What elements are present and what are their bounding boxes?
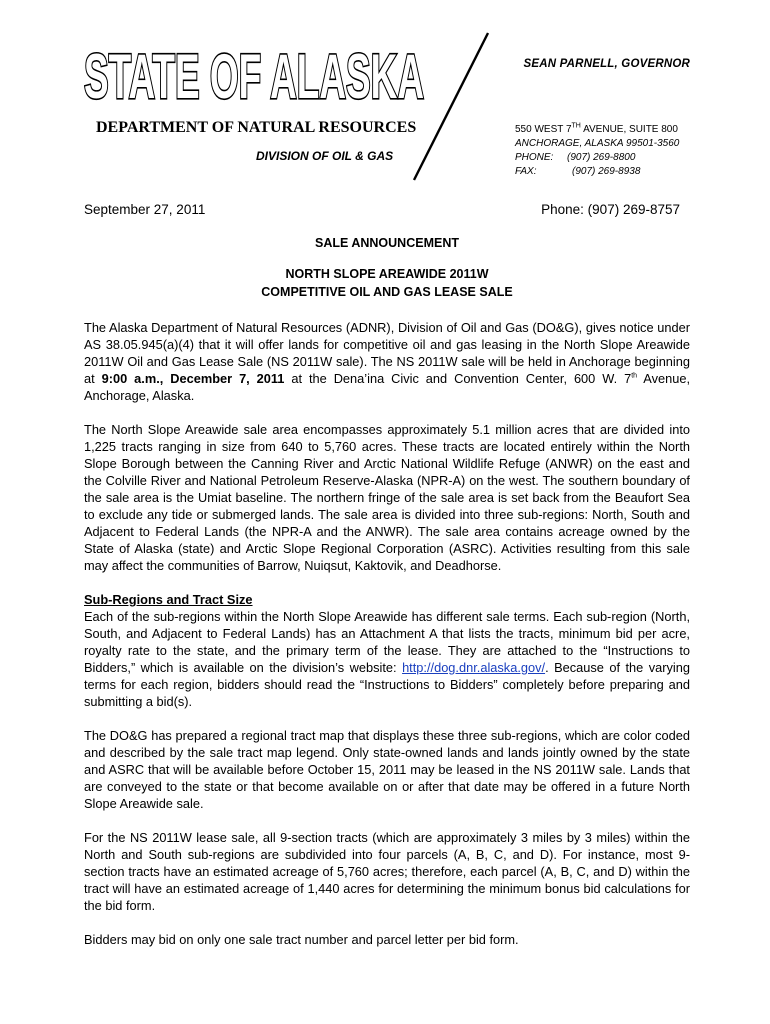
governor-name: SEAN PARNELL, GOVERNOR: [523, 58, 690, 70]
address-city: ANCHORAGE, ALASKA 99501-3560: [515, 138, 680, 149]
contact-phone: Phone: (907) 269-8757: [541, 202, 680, 217]
paragraph-bid-limit: Bidders may bid on only one sale tract number and parcel letter per bid form.: [84, 932, 519, 947]
paragraph-parcels: For the NS 2011W lease sale, all 9-section tracts (which are approximately 3 miles by 3 miles) within the North and South sub-regions are subdivided into four parcels (A, B, C, and D). For instance, most 9-section tracts have an estimated acreage of 5,760 acres; therefore, each parcel (A, B, C, and D) within the tract will have an estimated acreage of 1,440 acres for determining the minimum bonus bid calculations for the bid form.: [84, 830, 690, 913]
address-phone: PHONE: (907) 269-8800: [515, 152, 636, 163]
paragraph-sale-area: The North Slope Areawide sale area encompasses approximately 5.1 million acres that are divided into 1,225 tracts ranging in size from 640 to 5,760 acres. These tracts are located entirely within the North Slope Borough between the Canning River and Arctic National Wildlife Refuge (ANWR) on the east and the Colville River and National Petroleum Reserve-Alaska (NPR-A) on the west. The southern boundary of the sale area is the Umiat baseline. The northern fringe of the sale area is set back from the Beaufort Sea to exclude any tide or submerged lands. The sale area is divided into three sub-regions: North, South and Adjacent to Federal Lands (the NPR-A and the ANWR). The sale area contains acreage owned by the State of Alaska (state) and Arctic Slope Regional Corporation (ASRC). Activities resulting from this sale may affect the communities of Barrow, Nuiqsut, Kaktovik, and Deadhorse.: [84, 422, 690, 573]
letterhead-divider-slash: [400, 28, 500, 193]
sale-datetime: 9:00 a.m., December 7, 2011: [101, 371, 285, 386]
letter-date: September 27, 2011: [84, 202, 206, 217]
division-website-link[interactable]: http://dog.dnr.alaska.gov/: [402, 660, 546, 675]
paragraph-tract-map: The DO&G has prepared a regional tract map that displays these three sub-regions, which are color coded and described by the sale tract map legend. Only state-owned lands and lands jointly owned by the state and ASRC that will be available before October 15, 2011 may be leased in the NS 2011W sale. Lands that are conveyed to the state or that become available on or after that date may be offered in a future North Slope Areawide sale.: [84, 728, 690, 811]
division-name: DIVISION OF OIL & GAS: [256, 149, 394, 163]
address-fax: FAX: (907) 269-8938: [515, 166, 641, 177]
sub-regions-heading: Sub-Regions and Tract Size: [84, 592, 253, 607]
sale-name-heading: NORTH SLOPE AREAWIDE 2011W: [285, 267, 489, 281]
state-of-alaska-logo: [82, 38, 427, 106]
sale-type-heading: COMPETITIVE OIL AND GAS LEASE SALE: [261, 285, 513, 299]
sale-announcement-heading: SALE ANNOUNCEMENT: [315, 236, 459, 250]
paragraph-sub-regions: Sub-Regions and Tract Size Each of the sub-regions within the North Slope Areawide has different sale terms. Each sub-region (North, South, and Adjacent to Federal Lands) has an Attachment A that lists the tracts, minimum bid per acre, royalty rate to the state, and the primary term of the lease. They are attached to the “Instructions to Bidders,” which is available on the division’s website: http://dog.dnr.alaska.gov/. Because of the varying terms for each region, bidders should read the “Instructions to Bidders” completely before preparing and submitting a bid(s).: [84, 592, 690, 709]
announcement-body: [84, 319, 690, 965]
address-street: 550 WEST 7TH AVENUE, SUITE 800: [515, 122, 678, 135]
department-name: DEPARTMENT OF NATURAL RESOURCES: [96, 119, 417, 136]
state-title-text: STATE OF ALASKA: [84, 42, 424, 106]
address-block: [515, 123, 679, 179]
paragraph-intro: The Alaska Department of Natural Resources (ADNR), Division of Oil and Gas (DO&G), gives notice under AS 38.05.945(a)(4) that it will offer lands for competitive oil and gas leasing in the North Slope Areawide 2011W Oil and Gas Lease Sale (NS 2011W sale). The NS 2011W sale will be held in Anchorage beginning at 9:00 a.m., December 7, 2011 at the Dena’ina Civic and Convention Center, 600 W. 7th Avenue, Anchorage, Alaska.: [84, 320, 690, 403]
